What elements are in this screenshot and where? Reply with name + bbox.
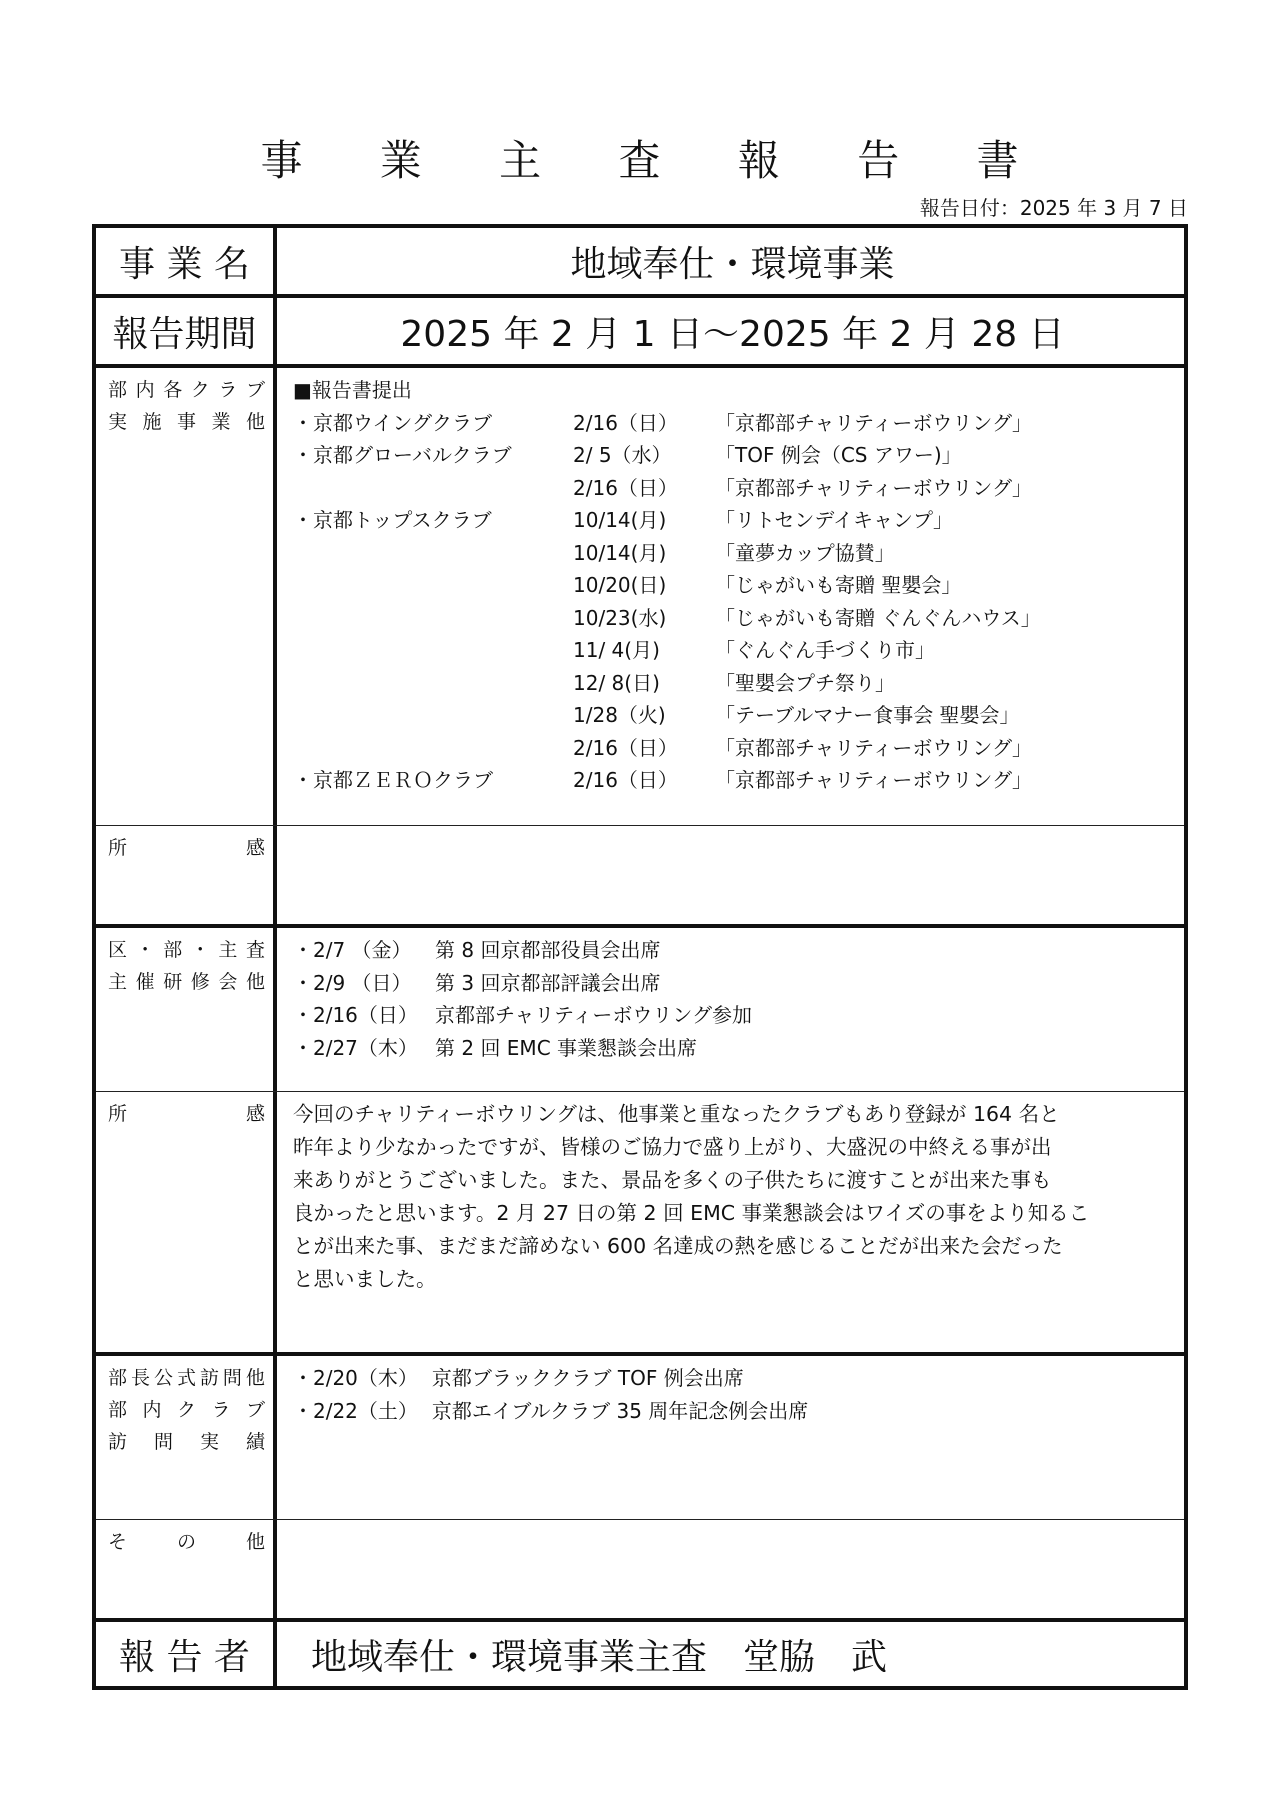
label-char: 他	[245, 411, 265, 433]
label-char: 会	[218, 971, 238, 993]
label-char: ラ	[211, 1399, 231, 1421]
list-item	[293, 1395, 1172, 1428]
club-name	[293, 732, 573, 765]
label-char: 修	[190, 971, 210, 993]
event-name: 「ぐんぐん手づくり市」	[715, 638, 935, 662]
label-line	[108, 966, 265, 998]
label-char: 主	[218, 939, 238, 961]
label-char: 問	[222, 1367, 242, 1389]
label-char: 他	[245, 1367, 265, 1389]
event-name: 京都エイブルクラブ 35 周年記念例会出席	[431, 1398, 809, 1423]
club-activities-list	[281, 368, 1184, 825]
label-char: 問	[153, 1431, 173, 1453]
label-char: 内	[142, 1399, 162, 1421]
period-label: 報告期間	[96, 298, 277, 364]
period-row	[96, 298, 1184, 368]
label-line	[108, 1426, 265, 1458]
label-char: 実	[108, 411, 128, 433]
event-date: 2/16（日）	[573, 410, 678, 435]
label-char: 所	[108, 837, 128, 859]
other-label	[96, 1520, 277, 1618]
label-line	[108, 1526, 265, 1558]
event-date: 12/ 8(日)	[573, 670, 660, 695]
club-name	[293, 537, 573, 570]
list-item	[293, 1362, 1172, 1395]
impressions-2-text	[281, 1092, 1184, 1352]
training-row	[96, 928, 1184, 1092]
list-item	[293, 439, 1172, 472]
label-char: ブ	[245, 1399, 265, 1421]
label-char: 所	[108, 1103, 128, 1125]
event-name: 「童夢カップ協賛」	[715, 540, 895, 565]
label-char: 研	[163, 971, 183, 993]
period-value: 2025 年 2 月 1 日～2025 年 2 月 28 日	[400, 313, 1065, 355]
label-char: 訪	[108, 1431, 128, 1453]
list-item	[293, 537, 1172, 570]
label-char: ク	[190, 379, 210, 401]
event-date: 10/14(月)	[573, 508, 667, 532]
label-char: 感	[245, 1103, 265, 1125]
list-item	[293, 602, 1172, 635]
list-item	[293, 504, 1172, 537]
event-date: ・2/20（木）	[293, 1366, 418, 1390]
event-name: 第 3 回京都部評議会出席	[435, 970, 661, 995]
event-date: 10/14(月)	[573, 540, 667, 565]
label-char: ラ	[218, 379, 238, 401]
label-char: 部	[108, 1399, 128, 1421]
label-line	[108, 1394, 265, 1426]
label-char: ク	[176, 1399, 196, 1421]
impressions-1-content	[281, 826, 1184, 924]
event-name: 「リトセンデイキャンプ」	[715, 508, 953, 532]
impressions-1-label	[96, 826, 277, 924]
club-name	[293, 634, 573, 667]
paragraph-line: 来ありがとうございました。また、景品を多くの子供たちに渡すことが出来た事も	[293, 1168, 1052, 1192]
list-item	[293, 967, 1172, 1000]
label-line	[108, 1362, 265, 1394]
list-item	[293, 764, 1172, 797]
reporter-value: 地域奉仕・環境事業主査 堂脇 武	[311, 1636, 888, 1678]
report-form	[92, 224, 1188, 1690]
label-char: 部	[163, 939, 183, 961]
club-name: ・京都トップスクラブ	[293, 508, 492, 532]
label-char: 感	[245, 837, 265, 859]
paragraph-line: 良かったと思います。2 月 27 日の第 2 回 EMC 事業懇談会はワイズの事をより知るこ	[293, 1201, 1090, 1225]
list-item	[293, 407, 1172, 440]
list-item	[293, 472, 1172, 505]
event-name: 第 8 回京都部役員会出席	[435, 938, 661, 962]
event-name: 「じゃがいも寄贈 聖嬰会」	[715, 573, 962, 597]
event-date: ・2/27（木）	[293, 1035, 418, 1060]
club-name	[293, 699, 573, 732]
label-char: 施	[142, 411, 162, 433]
label-char: 式	[176, 1367, 196, 1389]
label-char: 主	[108, 971, 128, 993]
label-char: 実	[199, 1431, 219, 1453]
label-char: 績	[245, 1431, 265, 1453]
label-char: 公	[153, 1367, 173, 1389]
label-char: 査	[245, 939, 265, 961]
reporter-row	[96, 1622, 1184, 1686]
label-char: の	[176, 1531, 196, 1553]
report-date: 報告日付：2025 年 3 月 7 日	[919, 196, 1188, 220]
event-date: 1/28（火)	[573, 703, 666, 727]
event-date: 2/16（日）	[573, 768, 678, 792]
club-activities-label	[96, 368, 277, 825]
event-name: 「京都部チャリティーボウリング」	[715, 475, 1032, 500]
event-date: 10/23(水)	[573, 605, 667, 630]
event-date: ・2/9 （日）	[293, 970, 412, 995]
label-char: ・	[135, 939, 155, 961]
club-name: ・京都ウイングクラブ	[293, 410, 492, 435]
event-name: 「TOF 例会（CS アワー)」	[715, 443, 962, 467]
list-item	[293, 699, 1172, 732]
club-name	[293, 472, 573, 505]
label-char: 部	[108, 379, 128, 401]
label-line	[108, 374, 265, 406]
project-row	[96, 228, 1184, 298]
visits-list	[281, 1356, 1184, 1519]
other-content	[281, 1520, 1184, 1618]
event-date: 2/16（日）	[573, 475, 678, 500]
label-char: 業	[211, 411, 231, 433]
label-char: 各	[163, 379, 183, 401]
event-name: 「京都部チャリティーボウリング」	[715, 735, 1032, 760]
event-name: 第 2 回 EMC 事業懇談会出席	[435, 1035, 698, 1060]
label-char: 事	[176, 411, 196, 433]
event-date: ・2/22（土）	[293, 1398, 418, 1423]
label-char: ブ	[245, 379, 265, 401]
other-row	[96, 1520, 1184, 1622]
list-item	[293, 1032, 1172, 1065]
label-char: 催	[135, 971, 155, 993]
list-item	[293, 569, 1172, 602]
paragraph-line: と思いました。	[293, 1267, 437, 1291]
event-date: 2/ 5（水）	[573, 443, 672, 467]
list-item	[293, 999, 1172, 1032]
list-item	[293, 667, 1172, 700]
training-list	[281, 928, 1184, 1091]
list-item	[293, 934, 1172, 967]
club-name: ・京都ＺＥＲＯクラブ	[293, 768, 493, 792]
list-item	[293, 634, 1172, 667]
club-name: ・京都グローバルクラブ	[293, 443, 512, 467]
club-name	[293, 667, 573, 700]
label-line	[108, 832, 265, 864]
training-label	[96, 928, 277, 1091]
label-line	[108, 934, 265, 966]
label-char: 区	[108, 939, 128, 961]
visits-row	[96, 1356, 1184, 1520]
club-name	[293, 602, 573, 635]
event-name: 「テーブルマナー食事会 聖嬰会」	[715, 703, 1020, 727]
event-name: 「京都部チャリティーボウリング」	[715, 410, 1032, 435]
visits-label	[96, 1356, 277, 1519]
label-char: そ	[108, 1531, 128, 1553]
club-activities-row	[96, 368, 1184, 826]
club-name	[293, 569, 573, 602]
event-name: 「京都部チャリティーボウリング」	[715, 768, 1032, 792]
label-char: 他	[245, 1531, 265, 1553]
list-item	[293, 732, 1172, 765]
list-heading: ■報告書提出	[293, 378, 412, 402]
impressions-2-row	[96, 1092, 1184, 1356]
label-char: 他	[245, 971, 265, 993]
event-name: 「聖嬰会プチ祭り」	[715, 670, 895, 695]
reporter-label: 報 告 者	[96, 1622, 277, 1686]
label-char: 内	[135, 379, 155, 401]
project-label: 事 業 名	[96, 228, 277, 294]
event-date: 11/ 4(月)	[573, 638, 660, 662]
paragraph-line: とが出来た事、まだまだ諦めない 600 名達成の熱を感じることだが出来た会だった	[293, 1234, 1063, 1258]
label-char: ・	[190, 939, 210, 961]
event-date: 2/16（日）	[573, 735, 678, 760]
label-line	[108, 1098, 265, 1130]
paragraph-line: 今回のチャリティーボウリングは、他事業と重なったクラブもあり登録が 164 名と	[293, 1102, 1060, 1126]
label-char: 部	[108, 1367, 128, 1389]
label-char: 長	[130, 1367, 150, 1389]
event-name: 「じゃがいも寄贈 ぐんぐんハウス」	[715, 605, 1041, 630]
event-date: ・2/16（日）	[293, 1003, 418, 1027]
impressions-1-row	[96, 826, 1184, 928]
paragraph-line: 昨年より少なかったですが、皆様のご協力で盛り上がり、大盛況の中終える事が出	[293, 1135, 1052, 1159]
project-value: 地域奉仕・環境事業	[570, 243, 895, 285]
event-name: 京都ブラッククラブ TOF 例会出席	[431, 1366, 744, 1390]
event-date: 10/20(日)	[573, 573, 667, 597]
document-title: 事 業 主 査 報 告 書	[260, 136, 1051, 185]
event-name: 京都部チャリティーボウリング参加	[435, 1003, 752, 1027]
label-char: 訪	[199, 1367, 219, 1389]
label-line	[108, 406, 265, 438]
event-date: ・2/7 （金）	[293, 938, 412, 962]
impressions-2-label	[96, 1092, 277, 1352]
